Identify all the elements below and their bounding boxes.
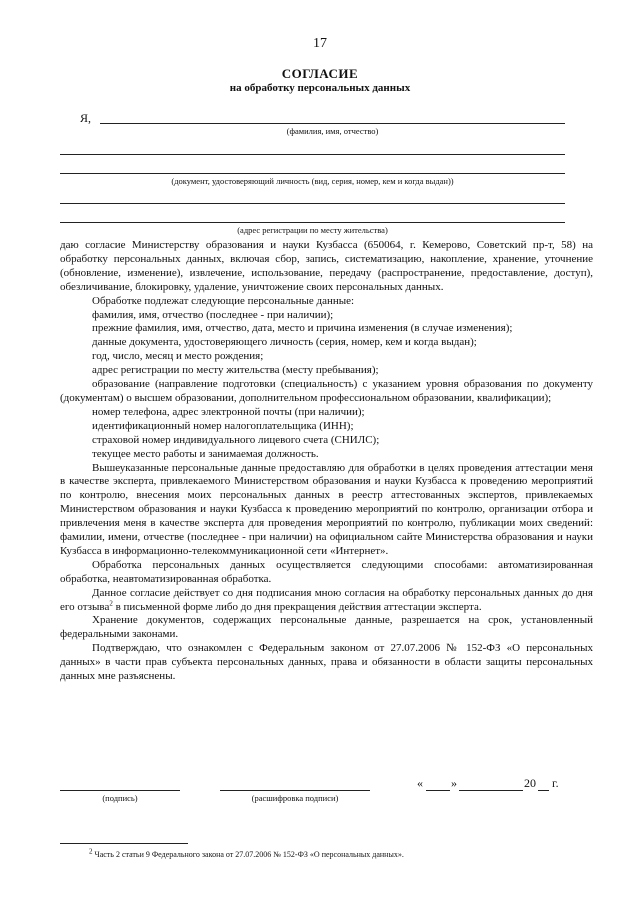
signature-decode-caption: (расшифровка подписи) — [251, 793, 339, 803]
year-prefix: 20 — [524, 776, 536, 790]
data-list-item: год, число, месяц и место рождения; — [92, 350, 264, 363]
date-day-field[interactable] — [426, 790, 450, 791]
data-list-item: текущее место работы и занимаемая должность. — [92, 447, 319, 460]
consent-body — [60, 239, 593, 684]
date-close-quote: » — [451, 776, 457, 790]
data-list-item: адрес регистрации по месту жительства (месту пребывания); — [92, 364, 379, 377]
address-field-line-1[interactable] — [60, 203, 565, 204]
document-field-line-1[interactable] — [60, 154, 565, 155]
data-list-item: страховой номер индивидуального лицевого счета (СНИЛС); — [92, 433, 380, 446]
consent-paragraph: даю согласие Министерству образования и науки Кузбасса (650064, г. Кемерово, Советский пр-т, 58) на обработку персональных данных, включая сбор, запись, систематизацию, накопление, хранение, уточнение (обновление, изменение), извлечение, использование, передачу (распространение, предоставление, доступ), обезличивание, блокировку, удаление, уничтожение своих персональных данных. — [60, 239, 593, 293]
year-suffix: г. — [552, 776, 559, 790]
address-caption: (адрес регистрации по месту жительства) — [237, 225, 388, 235]
data-list-item: номер телефона, адрес электронной почты (при наличии); — [92, 405, 365, 418]
data-list-item: прежние фамилия, имя, отчество, дата, место и причина изменения (в случае изменения); — [92, 322, 513, 335]
data-list-intro: Обработке подлежат следующие персональные данные: — [92, 294, 355, 307]
validity-paragraph — [60, 587, 593, 615]
date-open-quote: « — [417, 776, 423, 790]
ya-label: Я, — [80, 111, 92, 125]
purpose-paragraph: Вышеуказанные персональные данные предоставляю для обработки в целях проведения аттестации меня в качестве эксперта, привлекаемого Министерством образования и науки Кузбасса к проведению мероприятий по контролю, внесения моих персональных данных в реестр аттестованных экспертов, привлекаемых Министерством образования и науки Кузбасса к проведению мероприятий по контролю, организации отбора и привлечения меня в качестве эксперта для проведения мероприятий по контролю, публикации моих сведений: фамилии, имени, отчестве (последнее - при наличии) на официальном сайте Министерства образования и науки Кузбасса в информационно-телекоммуникационной сети «Интернет». — [60, 461, 593, 557]
document-title: СОГЛАСИЕ — [281, 66, 359, 81]
footnote-reference: 2 — [109, 598, 113, 607]
signature-decode-field[interactable] — [220, 790, 370, 791]
fio-field[interactable] — [100, 123, 565, 124]
document-field-line-2[interactable] — [60, 173, 565, 174]
date-month-field[interactable] — [459, 790, 523, 791]
fio-caption: (фамилия, имя, отчество) — [286, 126, 379, 136]
signature-caption: (подпись) — [102, 793, 138, 803]
validity-text-b: в письменной форме либо до дня прекращения действия аттестации эксперта. — [112, 600, 482, 613]
validity-text-a: Данное согласие действует со дня подписания мною согласия на обработку персональных данных до дня его отзыва — [60, 586, 593, 613]
address-field-line-2[interactable] — [60, 222, 565, 223]
data-list-item: идентификационный номер налогоплательщика (ИНН); — [92, 419, 354, 432]
footnote-text: Часть 2 статьи 9 Федерального закона от 27.07.2006 № 152-ФЗ «О персональных данных». — [94, 850, 404, 859]
methods-paragraph: Обработка персональных данных осуществляется следующими способами: автоматизированная обработка, неавтоматизированная обработка. — [60, 558, 593, 585]
storage-paragraph: Хранение документов, содержащих персональные данные, разрешается на срок, установленный федеральными законами. — [60, 614, 593, 641]
footnote-separator — [60, 843, 188, 844]
footnote — [89, 847, 404, 859]
document-subtitle: на обработку персональных данных — [229, 82, 411, 94]
document-caption: (документ, удостоверяющий личность (вид, серия, номер, кем и когда выдан)) — [171, 176, 454, 186]
date-year-field[interactable] — [538, 790, 549, 791]
education-item: образование (направление подготовки (специальность) с указанием уровня образования по документу (документам) о высшем образовании, дополнительном профессиональном образовании, квалификации); — [60, 378, 593, 404]
page-number: 17 — [313, 36, 327, 51]
data-list-item: данные документа, удостоверяющего личность (серия, номер, кем и когда выдан); — [92, 336, 477, 349]
data-list-item: фамилия, имя, отчество (последнее - при наличии); — [92, 308, 334, 321]
footnote-number: 2 — [89, 847, 93, 856]
confirm-paragraph: Подтверждаю, что ознакомлен с Федеральным законом от 27.07.2006 № 152-ФЗ «О персональных данных» в части прав субъекта персональных данных, права и обязанности в области защиты персональных данных мне разъяснены. — [60, 642, 593, 683]
signature-field[interactable] — [60, 790, 180, 791]
